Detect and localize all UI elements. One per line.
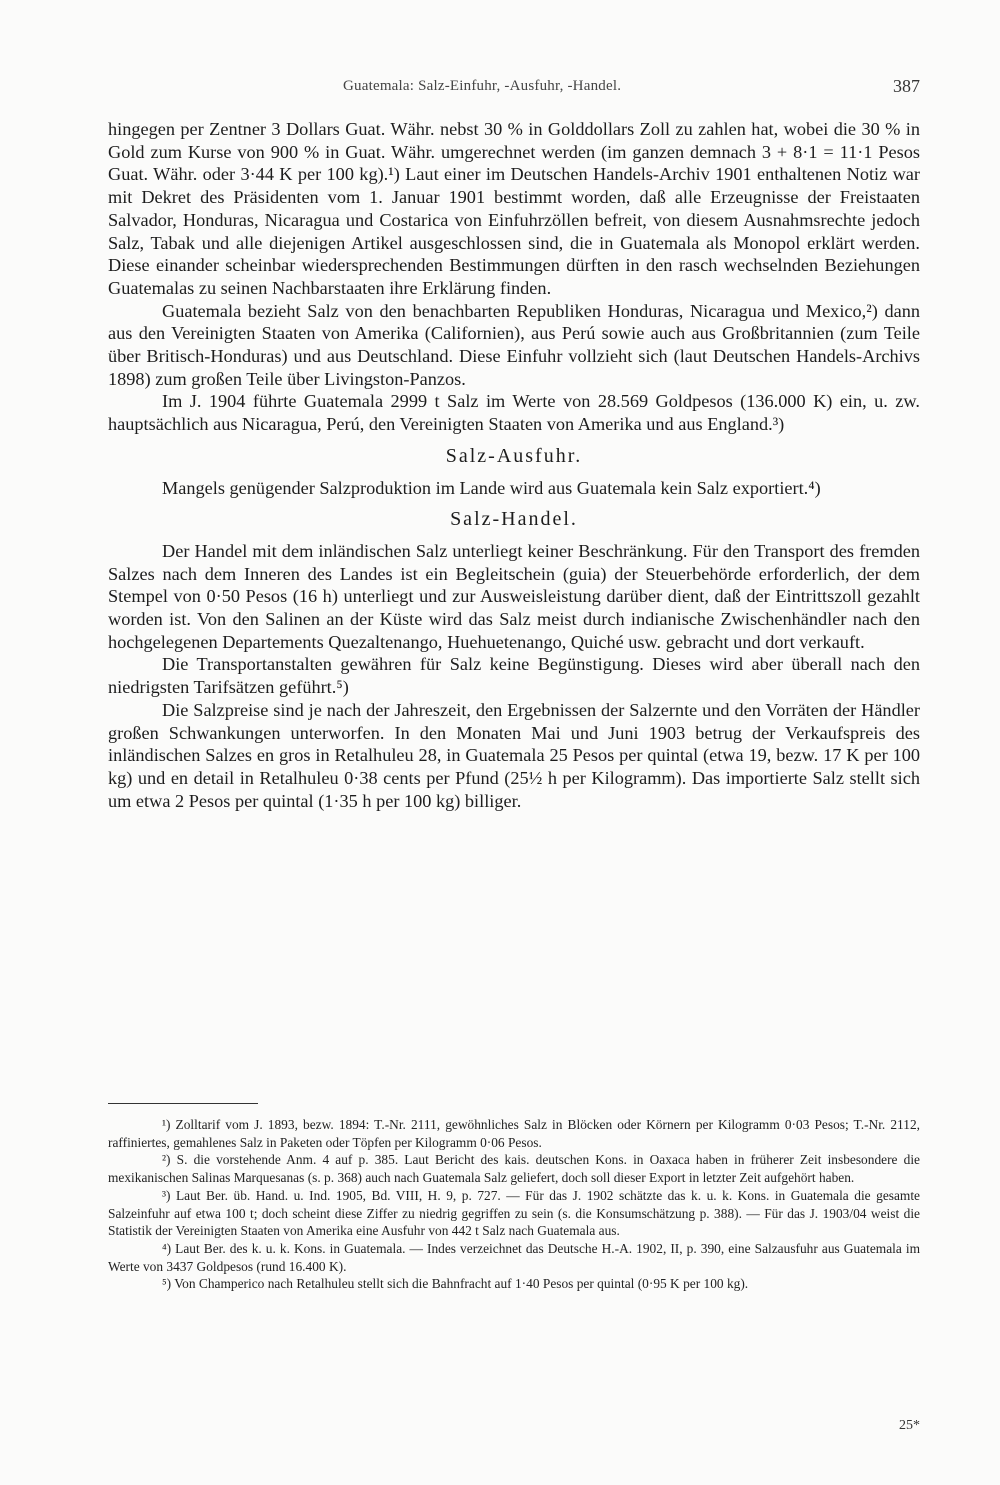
paragraph-1: hingegen per Zentner 3 Dollars Guat. Währ. nebst 30 % in Golddollars Zoll zu zahlen hat, wobei die 30 % in Gold zum Kurse von 900 % in Guat. Währ. umgerechnet werden (im ganzen demnach 3 + 8·1 = 11·1 Pesos Guat. Währ. oder 3·44 K per 100 kg).¹) Laut einer im Deutschen Handels-Archiv 1901 enthaltenen Notiz war mit Dekret des Präsidenten vom 1. Januar 1901 bestimmt worden, daß alle Erzeugnisse der Freistaaten Salvador, Honduras, Nicaragua und Costarica von Einfuhrzöllen befreit, von diesem Ausnahmsrechte jedoch Salz, Tabak und alle diejenigen Artikel ausgeschlossen sind, die in Guatemala als Monopol erklärt werden. Diese einander scheinbar wiedersprechenden Bestimmungen dürften in den rasch wechselnden Beziehungen Guatemalas zu seinen Nachbarstaaten ihre Erklärung finden. xyxy=(108,119,920,298)
section-heading-handel: Salz-Handel. xyxy=(450,508,578,531)
paragraph-6: Die Transportanstalten gewähren für Salz keine Begünstigung. Dieses wird aber überall nach den niedrigsten Tarifsätzen geführt.⁵) xyxy=(108,654,920,698)
footnote-1: ¹) Zolltarif vom J. 1893, bezw. 1894: T.-Nr. 2111, gewöhnliches Salz in Blöcken oder Körnern per Kilogramm 0·03 Pesos; T.-Nr. 2112, raffiniertes, gemahlenes Salz in Paketen oder Töpfen per Kilogramm 0·06 Pesos. xyxy=(108,1117,920,1150)
paragraph-7: Die Salzpreise sind je nach der Jahreszeit, den Ergebnissen der Salzernte und den Vorräten der Händler großen Schwankungen unterworfen. In den Monaten Mai und Juni 1903 betrug der Verkaufspreis des inländischen Salzes en gros in Retalhuleu 28, in Guatemala 25 Pesos per quintal (etwa 19, bezw. 17 K per 100 kg) und en detail in Retalhuleu 0·38 cents per Pfund (25½ h per Kilogramm). Das importierte Salz stellt sich um etwa 2 Pesos per quintal (1·35 h per 100 kg) billiger. xyxy=(108,699,920,811)
signature-mark: 25* xyxy=(899,1418,920,1433)
paragraph-4: Mangels genügender Salzproduktion im Lande wird aus Guatemala kein Salz exportiert.⁴) xyxy=(162,477,821,498)
footnote-4: ⁴) Laut Ber. des k. u. k. Kons. in Guatemala. — Indes verzeichnet das Deutsche H.-A. 1902, II, p. 390, eine Salzausfuhr aus Guatemala im Werte von 3437 Goldpesos (rund 16.400 K). xyxy=(108,1240,920,1274)
footnote-rule xyxy=(108,1103,258,1104)
page-number: 387 xyxy=(893,76,920,96)
footnote-2: ²) S. die vorstehende Anm. 4 auf p. 385. Laut Bericht des kais. deutschen Kons. in Oaxaca haben in früherer Zeit insbesondere die mexikanischen Salinas Marquesanas (s. p. 368) auch nach Guatemala Salz geliefert, doch soll dieser Export in letzter Zeit aufgehört haben. xyxy=(108,1152,920,1186)
page-header xyxy=(108,76,920,100)
footnote-3: ³) Laut Ber. üb. Hand. u. Ind. 1905, Bd. VIII, H. 9, p. 727. — Für das J. 1902 schätzte das k. u. k. Kons. in Guatemala die gesamte Salzeinfuhr auf etwa 100 t; doch scheint diese Ziffer zu niedrig gegriffen zu sein (s. die Konsumschätzung p. 388). — Für das J. 1903/04 weist die Statistik der Vereinigten Staaten von Amerika eine Ausfuhr von 442 t Salz nach Guatemala aus. xyxy=(108,1187,920,1239)
footnotes xyxy=(108,1116,920,1293)
paragraph-3: Im J. 1904 führte Guatemala 2999 t Salz im Werte von 28.569 Goldpesos (136.000 K) ein, u. zw. hauptsächlich aus Nicaragua, Perú, den Vereinigten Staaten von Amerika und aus England.³) xyxy=(108,391,920,435)
body-text xyxy=(108,118,920,812)
running-head: Guatemala: Salz-Einfuhr, -Ausfuhr, -Handel. xyxy=(343,78,622,94)
paragraph-2: Guatemala bezieht Salz von den benachbarten Republiken Honduras, Nicaragua und Mexico,²) dann aus den Vereinigten Staaten von Amerika (Californien), aus Perú sowie auch aus Großbritannien (zum Teile über Britisch-Honduras) und aus Deutschland. Diese Einfuhr vollzieht sich (laut Deutschen Handels-Archivs 1898) zum großen Teile über Livingston-Panzos. xyxy=(108,300,920,389)
footnote-5: ⁵) Von Champerico nach Retalhuleu stellt sich die Bahnfracht auf 1·40 Pesos per quintal (0·95 K per 100 kg). xyxy=(162,1276,749,1292)
section-heading-ausfuhr: Salz-Ausfuhr. xyxy=(445,444,583,467)
paragraph-5: Der Handel mit dem inländischen Salz unterliegt keiner Beschränkung. Für den Transport des fremden Salzes nach dem Inneren des Landes ist ein Begleitschein (guia) der Steuerbehörde erforderlich, der dem Stempel von 0·50 Pesos (16 h) unterliegt und zur Ausweisleistung darüber dient, daß der Eintrittszoll gezahlt worden ist. Von den Salinen an der Küste wird das Salz meist durch indianische Zwischenhändler nach den hochgelegenen Departements Quezaltenango, Huehuetenango, Quiché usw. gebracht und dort verkauft. xyxy=(108,540,920,652)
